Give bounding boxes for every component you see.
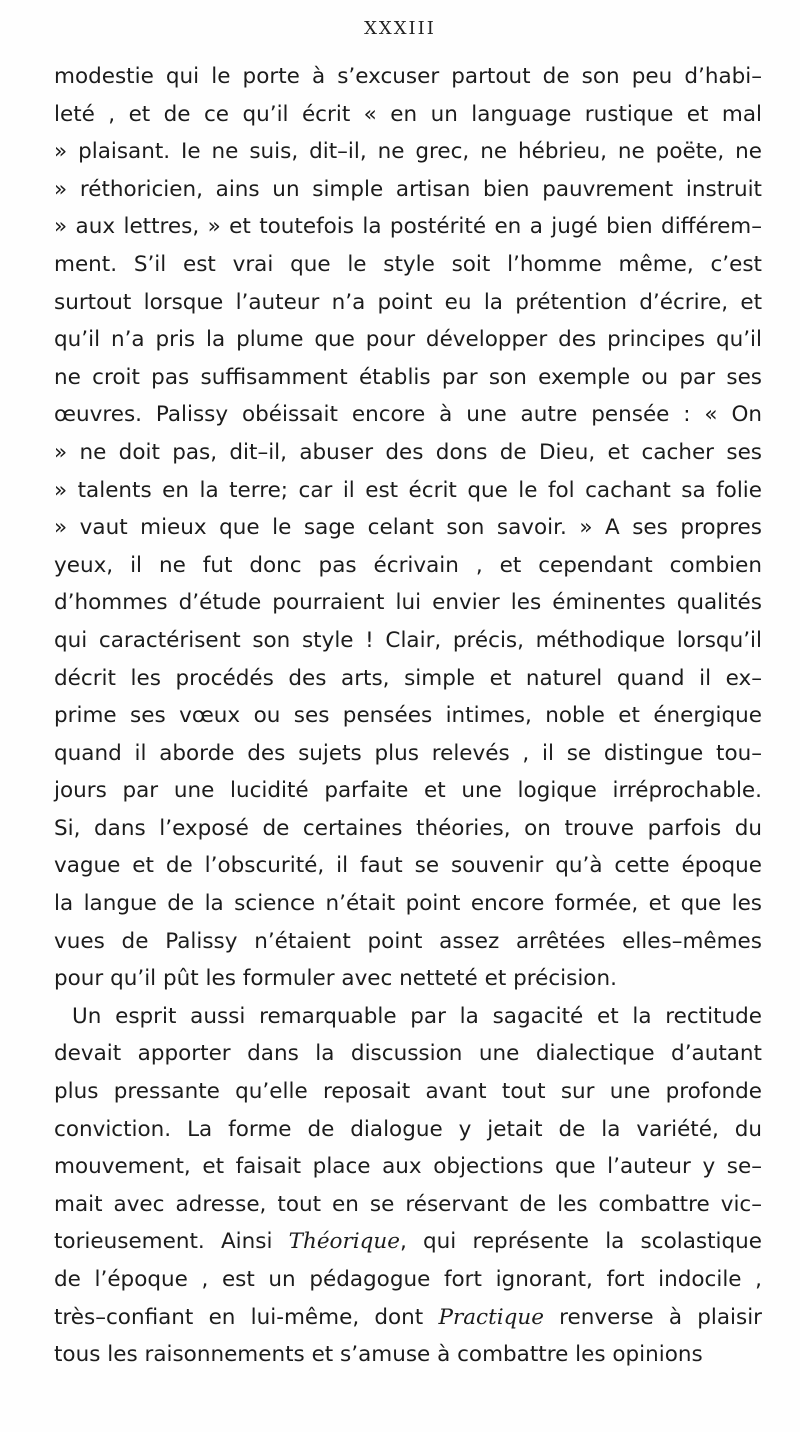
text-line: surtout lorsque l’auteur n’a point eu la prétention d’écrire, et <box>54 289 762 315</box>
text-line: Si, dans l’exposé de certaines théories, on trouve parfois du <box>54 815 762 841</box>
italic-title-practique: Practique <box>438 1304 544 1330</box>
text-line: qui caractérisent son style ! Clair, précis, méthodique lorsqu’il <box>54 627 762 653</box>
text-line: mait avec adresse, tout en se réservant de les combattre vic– <box>54 1191 762 1217</box>
text-line: œuvres. Palissy obéissait encore à une autre pensée : « On <box>54 402 762 428</box>
text-line-paragraph-start: Un esprit aussi remarquable par la sagacité et la rectitude <box>72 1003 762 1029</box>
body-text <box>54 58 762 1374</box>
text-line: yeux, il ne fut donc pas écrivain , et cependant combien <box>54 552 762 578</box>
text-line: la langue de la science n’était point encore formée, et que les <box>54 891 762 917</box>
text-line: » talents en la terre; car il est écrit que le fol cachant sa folie <box>54 477 762 503</box>
text-line-with-italic <box>54 1223 762 1261</box>
text-line: plus pressante qu’elle reposait avant tout sur une profonde <box>54 1079 762 1105</box>
text-line: quand il aborde des sujets plus relevés , il se distingue tou– <box>54 740 762 766</box>
text-line: vues de Palissy n’étaient point assez arrêtées elles–mêmes <box>54 928 762 954</box>
text-line: » ne doit pas, dit–il, abuser des dons de Dieu, et cacher ses <box>54 439 762 465</box>
text-line: qu’il n’a pris la plume que pour développer des principes qu’il <box>54 327 762 353</box>
text-line: mouvement, et faisait place aux objections que l’auteur y se– <box>54 1154 762 1180</box>
text-line: » aux lettres, » et toutefois la postérité en a jugé bien différem– <box>54 214 762 240</box>
text-line-paragraph-end: pour qu’il pût les formuler avec netteté et précision. <box>54 966 617 992</box>
text-line: ment. S’il est vrai que le style soit l’homme même, c’est <box>54 251 762 277</box>
text-line: tous les raisonnements et s’amuse à combattre les opinions <box>54 1342 703 1368</box>
text-line: ne croit pas suffisamment établis par son exemple ou par ses <box>54 364 762 390</box>
italic-title-theorique: Théorique <box>288 1229 400 1255</box>
text-line: » réthoricien, ains un simple artisan bien pauvrement instruit <box>54 176 762 202</box>
text-line: » plaisant. Ie ne suis, dit–il, ne grec, ne hébrieu, ne poëte, ne <box>54 139 762 165</box>
text-segment: très–confiant en lui-même, dont <box>54 1304 424 1330</box>
text-line: jours par une lucidité parfaite et une logique irréprochable. <box>54 778 762 804</box>
text-line: leté , et de ce qu’il écrit « en un language rustique et mal <box>54 101 762 127</box>
text-segment: torieusement. Ainsi <box>54 1229 273 1255</box>
text-line: de l’époque , est un pédagogue fort ignorant, fort indocile , <box>54 1267 762 1292</box>
text-segment: , qui représente la scolastique <box>399 1229 762 1255</box>
text-line: » vaut mieux que le sage celant son savoir. » A ses propres <box>54 515 762 541</box>
text-line: d’hommes d’étude pourraient lui envier les éminentes qualités <box>54 590 762 616</box>
text-line: modestie qui le porte à s’excuser partout de son peu d’habi– <box>54 64 762 89</box>
text-line: conviction. La forme de dialogue y jetait de la variété, du <box>54 1116 762 1142</box>
page-number: XXXIII <box>364 18 436 39</box>
text-line: vague et de l’obscurité, il faut se souvenir qu’à cette époque <box>54 853 762 879</box>
text-line: devait apporter dans la discussion une dialectique d’autant <box>54 1041 762 1067</box>
text-line: prime ses vœux ou ses pensées intimes, noble et énergique <box>54 703 762 729</box>
text-segment: renverse à plaisir <box>543 1304 763 1330</box>
text-line-with-italic <box>54 1299 762 1337</box>
text-line: décrit les procédés des arts, simple et naturel quand il ex– <box>54 665 762 691</box>
